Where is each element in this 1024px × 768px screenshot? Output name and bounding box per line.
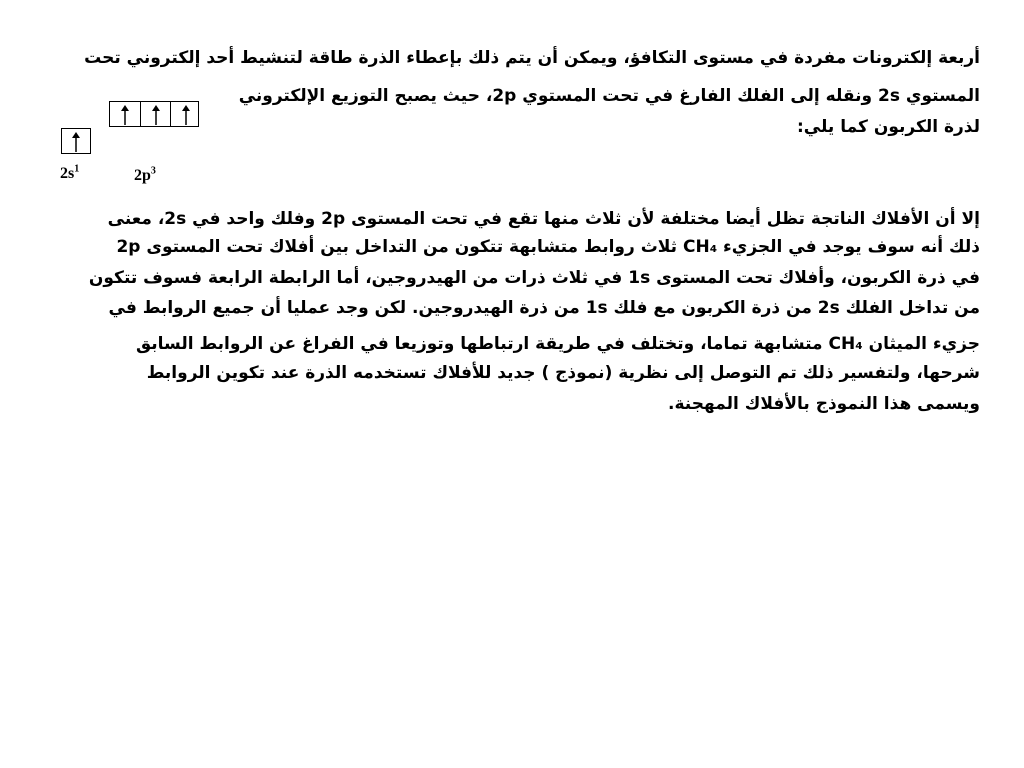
orbital-2s-cell: [62, 129, 90, 153]
orbital-2p-cell-1: [110, 102, 140, 126]
electron-up-arrow-icon: [152, 105, 160, 125]
paragraph2-line-6: شرحها، ولتفسير ذلك تم التوصل إلى نظرية (نموذج ) جديد للأفلاك تستخدمه الذرة عند تكوين الروابط: [146, 363, 980, 383]
paragraph2-line-1: إلا أن الأفلاك الناتجة تظل أيضا مختلفة لأن ثلاث منها تقع في تحت المستوى 2p وفلك واحد في 2s، معنى: [107, 209, 980, 229]
electron-up-arrow-icon: [121, 105, 129, 125]
orbital-2p-label-text: 2p: [134, 167, 151, 184]
orbital-2p-cell-2: [140, 102, 170, 126]
orbital-2s-label-sup: 1: [74, 163, 80, 175]
orbital-2s-label: [60, 163, 80, 182]
electron-up-arrow-icon: [72, 132, 80, 152]
orbital-2s-label-text: 2s: [60, 165, 75, 182]
paragraph2-line-2: ذلك أنه سوف يوجد في الجزيء CH₄ ثلاث روابط متشابهة تتكون من التداخل بين أفلاك تحت المستوى 2p: [116, 237, 980, 257]
paragraph1-line-1: أربعة إلكترونات مفردة في مستوى التكافؤ، ويمكن أن يتم ذلك بإعطاء الذرة طاقة لتنشيط أحد إلكتروني تحت: [84, 48, 980, 68]
orbital-2p-label-sup: 3: [150, 165, 156, 177]
orbital-2p-label: [134, 165, 156, 184]
paragraph2-line-4: من تداخل الفلك 2s من ذرة الكربون مع فلك 1s من ذرة الهيدروجين. لكن وجد عمليا أن جميع الروابط في: [108, 298, 980, 318]
orbital-2p-box: [109, 101, 199, 127]
paragraph1-line-3: لذرة الكربون كما يلي:: [797, 117, 980, 137]
paragraph2-line-7: ويسمى هذا النموذج بالأفلاك المهجنة.: [668, 394, 980, 414]
paragraph2-line-5: جزيء الميثان CH₄ متشابهة تماما، وتختلف في طريقة ارتباطها وتوزيعا في الفراغ عن الروابط السابق: [135, 334, 980, 354]
orbital-2s-box: [61, 128, 91, 154]
paragraph1-line-2: المستوي 2s ونقله إلى الفلك الفارغ في تحت المستوي 2p، حيث يصبح التوزيع الإلكتروني: [238, 86, 980, 106]
orbital-2p-cell-3: [170, 102, 200, 126]
paragraph2-line-3: في ذرة الكربون، وأفلاك تحت المستوى 1s في ثلاث ذرات من الهيدروجين، أما الرابطة الرابعة فسوف تتكون: [88, 268, 980, 288]
electron-up-arrow-icon: [182, 105, 190, 125]
